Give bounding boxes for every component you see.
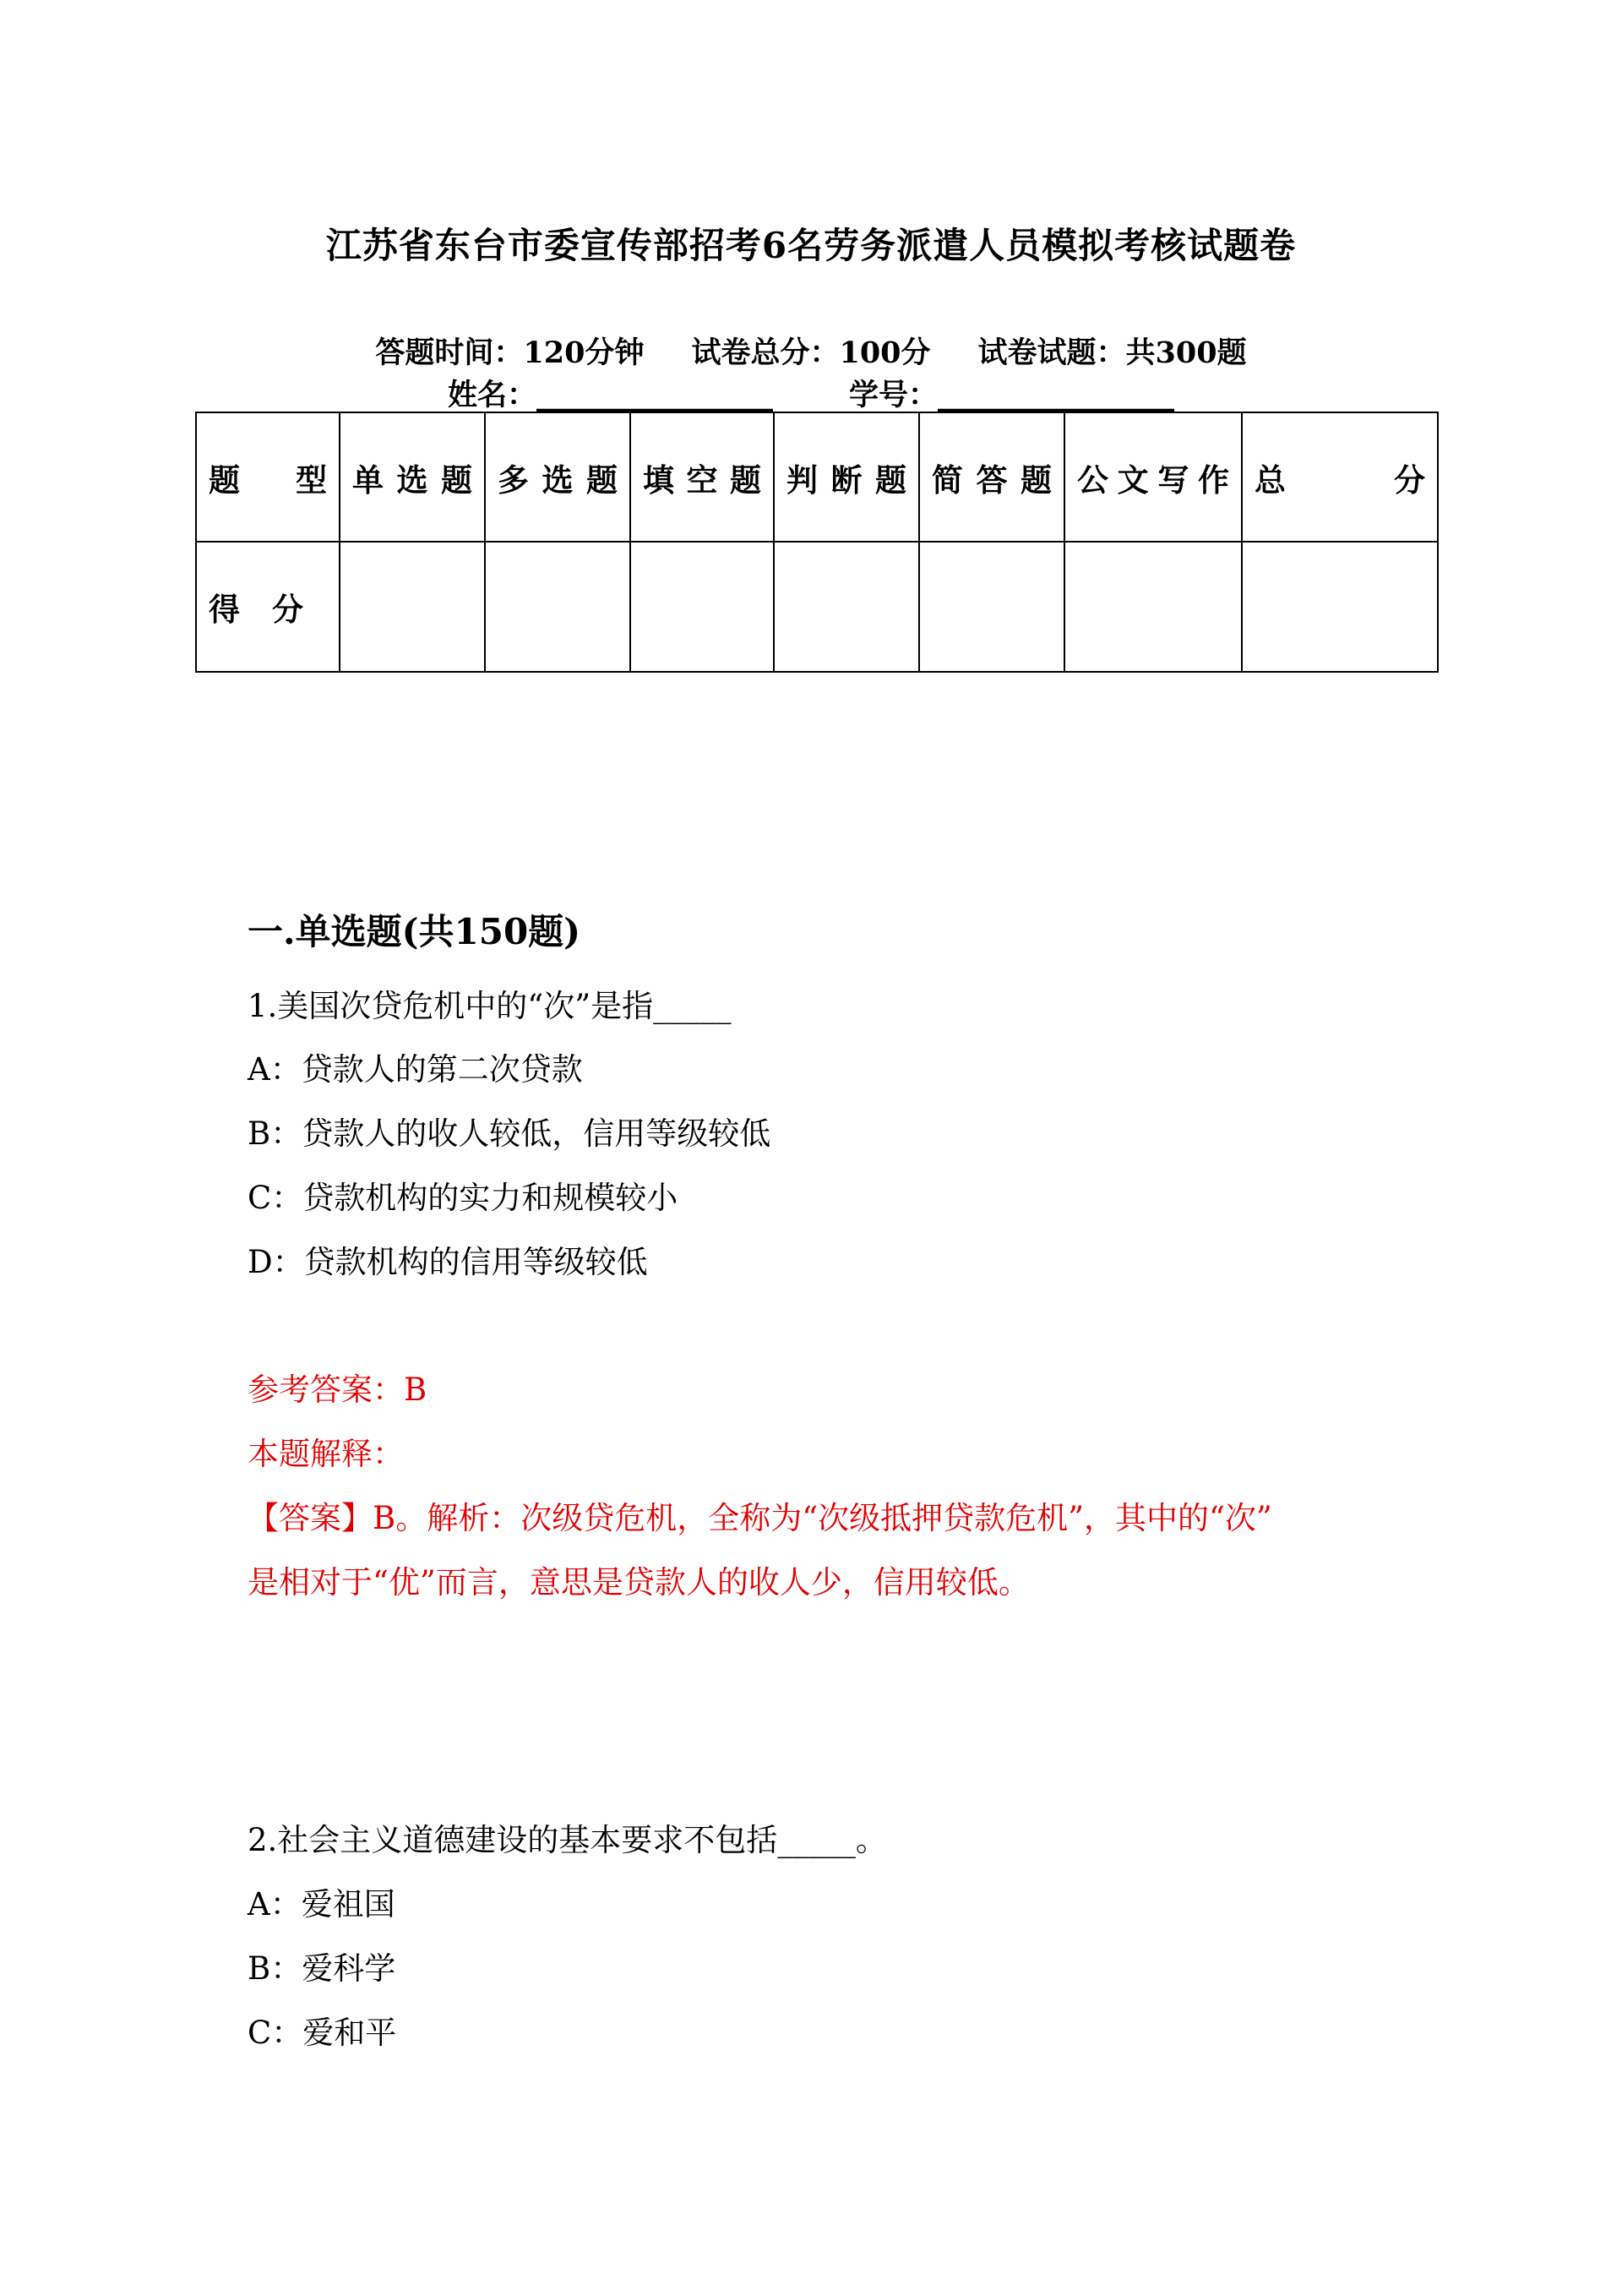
header-cell-multi — [485, 412, 630, 542]
page-title: 江苏省东台市委宣传部招考6名劳务派遣人员模拟考核试题卷 — [325, 225, 1297, 266]
score-table — [195, 412, 1439, 673]
score-cell — [774, 542, 919, 672]
exam-question-count: 试卷试题：共300题 — [977, 335, 1247, 370]
score-cell — [630, 542, 774, 672]
score-table-label: 多 选 题 — [498, 461, 618, 499]
section-title: 一.单选题(共150题) — [248, 911, 581, 952]
score-row-label — [196, 542, 340, 672]
header-cell-short — [919, 412, 1064, 542]
option-a: A：贷款人的第二次贷款 — [248, 1051, 583, 1088]
explanation-text-cont: 是相对于“优”而言，意思是贷款人的收人少，信用较低。 — [248, 1564, 1030, 1601]
score-table-label: 公 文 写 作 — [1077, 461, 1229, 499]
option-d: D：贷款机构的信用等级较低 — [248, 1244, 648, 1280]
header-cell-single — [340, 412, 485, 542]
score-cell — [1064, 542, 1242, 672]
header-cell-fill — [630, 412, 774, 542]
score-cell — [1242, 542, 1438, 672]
student-id-field: 学号：________________ — [849, 378, 1175, 412]
header-cell-total — [1242, 412, 1438, 542]
option-b: B：爱科学 — [248, 1950, 396, 1987]
option-a: A：爱祖国 — [248, 1886, 395, 1922]
score-table-label: 题 型 — [209, 461, 327, 499]
score-table-label: 简 答 题 — [932, 461, 1052, 499]
exam-meta-line — [0, 330, 1622, 372]
score-table-label: 总 分 — [1255, 461, 1425, 499]
option-c: C：爱和平 — [248, 2015, 397, 2051]
option-b: B：贷款人的收人较低，信用等级较低 — [248, 1115, 771, 1152]
reference-answer: 参考答案：B — [248, 1372, 427, 1408]
header-cell-type — [196, 412, 340, 542]
explanation-text: 【答案】B。解析：次级贷危机，全称为“次级抵押贷款危机”，其中的“次” — [248, 1500, 1272, 1536]
score-table-label: 判 断 题 — [787, 461, 906, 499]
score-table-label: 填 空 题 — [643, 461, 761, 499]
question-stem: 1.美国次贷危机中的“次”是指_____ — [248, 988, 732, 1024]
header-cell-judge — [774, 412, 919, 542]
score-table-label: 单 选 题 — [352, 461, 472, 499]
header-cell-writing — [1064, 412, 1242, 542]
score-cell — [919, 542, 1064, 672]
exam-time: 答题时间：120分钟 — [375, 335, 645, 370]
name-field: 姓名：________________ — [447, 378, 773, 412]
score-table-header-row — [196, 412, 1438, 542]
question-stem: 2.社会主义道德建设的基本要求不包括_____。 — [248, 1822, 887, 1858]
score-table-score-row — [196, 542, 1438, 672]
student-info-line — [0, 372, 1622, 414]
score-cell — [340, 542, 485, 672]
score-table-label: 得 分 — [209, 591, 303, 628]
score-cell — [485, 542, 630, 672]
explanation-label: 本题解释： — [248, 1436, 404, 1472]
answer-blank: _____ — [653, 988, 732, 1024]
option-c: C：贷款机构的实力和规模较小 — [248, 1180, 678, 1216]
answer-blank: _____ — [777, 1822, 856, 1858]
exam-total-score: 试卷总分：100分 — [691, 335, 931, 370]
